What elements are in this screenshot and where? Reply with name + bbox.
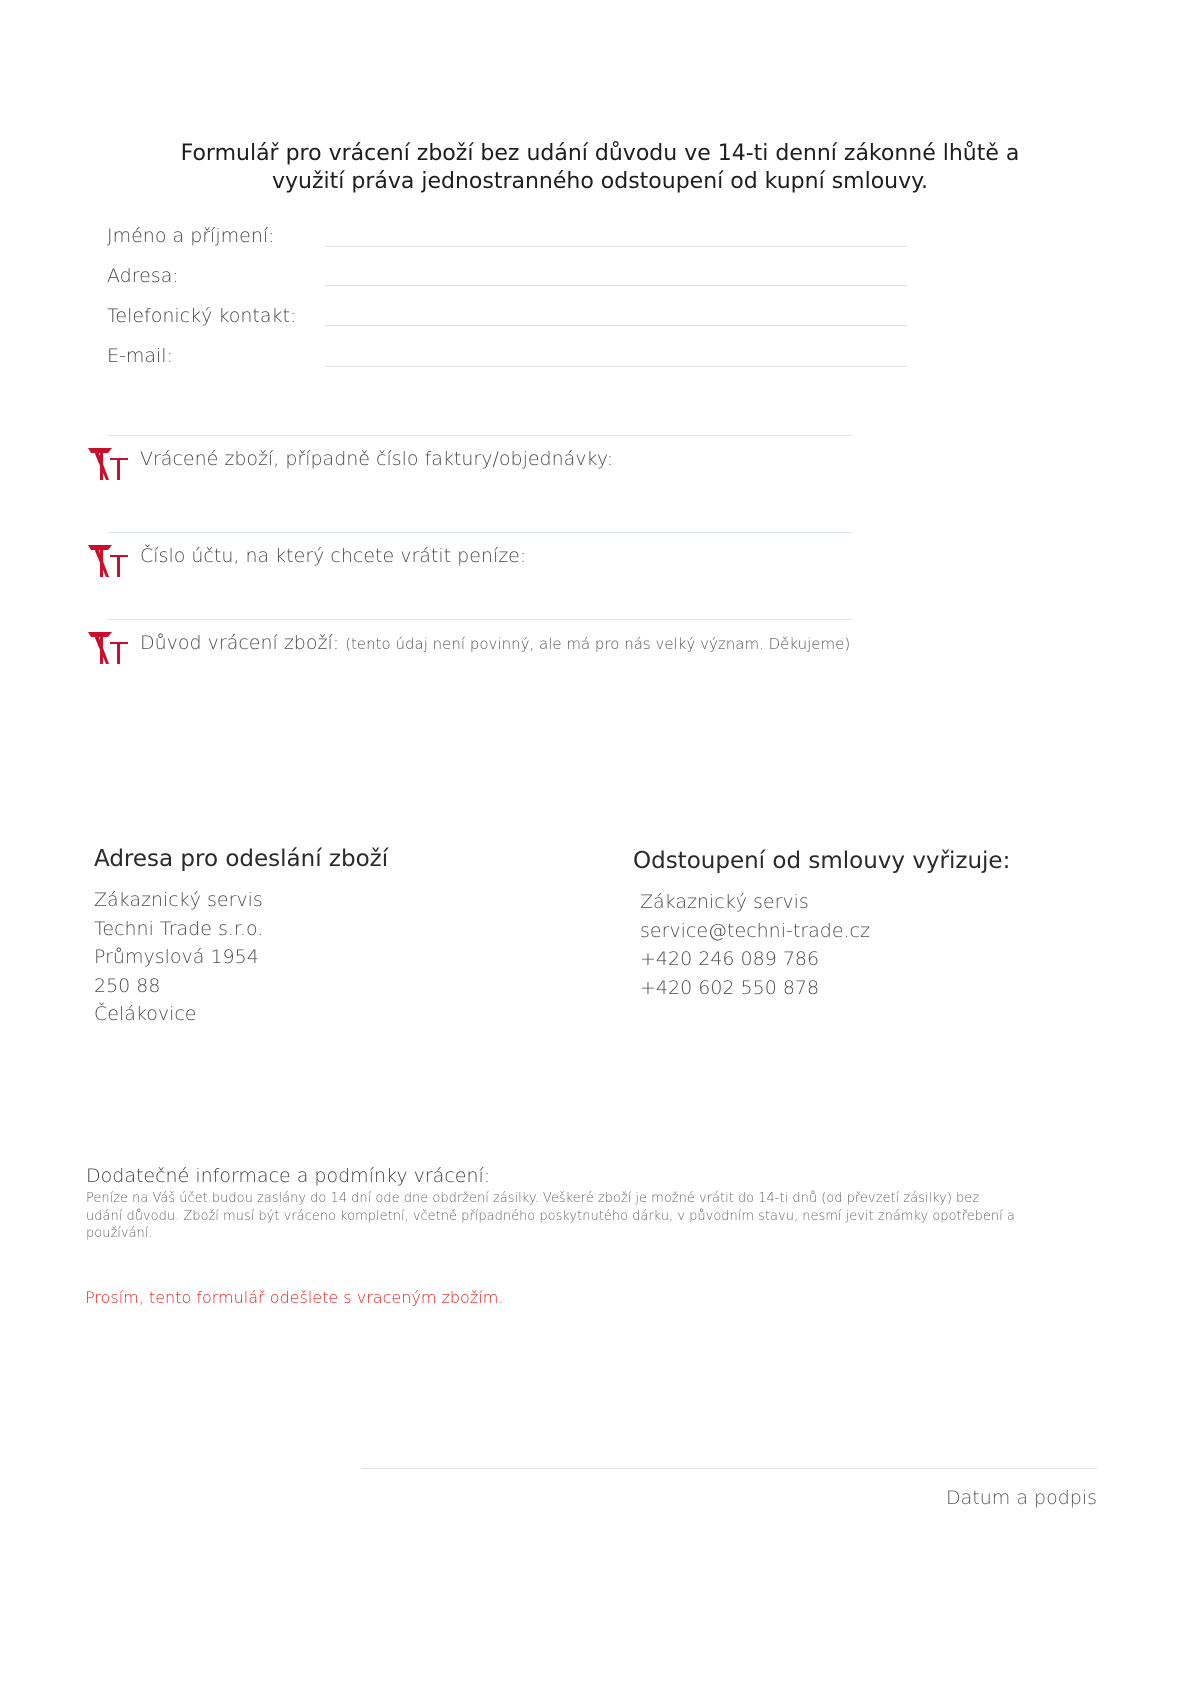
info-text: Peníze na Váš účet budou zaslány do 14 dní ode dne obdržení zásilky. Veškeré zboží je možné vrátit do 14-ti dnů (od převzetí zásilky) bez udání důvodu. Zboží musí být vráceno kompletní, včetně případného poskytnutého dárku, v původním stavu, nesmí jevit známky opotřebení a používání. — [86, 1191, 1015, 1241]
account-number-field[interactable] — [140, 567, 852, 568]
return-note: Prosím, tento formulář odešlete s vraceným zbožím. — [85, 1288, 504, 1307]
info-title: Dodatečné informace a podmínky vrácení: — [86, 1165, 491, 1187]
shipping-address-block — [94, 846, 388, 1029]
contact-email-link[interactable]: service@techni-trade.cz — [640, 919, 870, 942]
tt-logo-icon — [88, 446, 128, 482]
withdrawal-contact-block — [633, 848, 1010, 1002]
section-label-reason — [140, 632, 850, 654]
address-field[interactable] — [325, 285, 907, 286]
shipping-address-line: Zákaznický servis — [94, 889, 263, 911]
field-label-email: E-mail: — [107, 345, 173, 367]
field-label-address: Adresa: — [107, 265, 179, 287]
section-divider-returned-goods — [107, 435, 852, 436]
contact-phone-link[interactable]: +420 602 550 878 — [640, 976, 820, 999]
signature-field[interactable] — [362, 1468, 1097, 1469]
name-field[interactable] — [325, 246, 907, 247]
section-divider-reason — [107, 619, 852, 620]
tt-logo-icon — [88, 630, 128, 666]
section-divider-account — [107, 532, 852, 533]
returned-goods-field[interactable] — [140, 470, 852, 471]
section-label-account: Číslo účtu, na který chcete vrátit peníze: — [140, 545, 527, 567]
return-reason-field[interactable] — [140, 660, 852, 661]
withdrawal-contact-title: Odstoupení od smlouvy vyřizuje: — [633, 848, 1011, 874]
phone-field[interactable] — [325, 325, 907, 326]
reason-label: Důvod vrácení zboží: — [140, 632, 340, 654]
field-label-phone: Telefonický kontakt: — [107, 305, 297, 327]
shipping-address-line: Čelákovice — [94, 1003, 197, 1025]
section-label-returned-goods: Vrácené zboží, případně číslo faktury/objednávky: — [140, 448, 614, 470]
withdrawal-contact-line: Zákaznický servis — [640, 891, 809, 913]
signature-label: Datum a podpis — [946, 1487, 1097, 1509]
shipping-address-line: Techni Trade s.r.o. — [94, 917, 264, 940]
field-label-name: Jméno a příjmení: — [107, 225, 275, 247]
contact-phone-link[interactable]: +420 246 089 786 — [640, 948, 820, 970]
email-field[interactable] — [325, 366, 907, 367]
form-title-line-2: využití práva jednostranného odstoupení od kupní smlouvy. — [271, 169, 928, 194]
reason-note: (tento údaj není povinný, ale má pro nás velký význam. Děkujeme) — [345, 635, 851, 653]
tt-logo-icon — [88, 543, 128, 579]
shipping-address-line: Průmyslová 1954 — [94, 946, 259, 968]
form-title — [100, 140, 1100, 196]
shipping-address-title: Adresa pro odeslání zboží — [94, 846, 389, 872]
shipping-address-line: 250 88 — [94, 974, 161, 997]
form-title-line-1: Formulář pro vrácení zboží bez udání důvodu ve 14-ti denní zákonné lhůtě a — [180, 141, 1020, 166]
